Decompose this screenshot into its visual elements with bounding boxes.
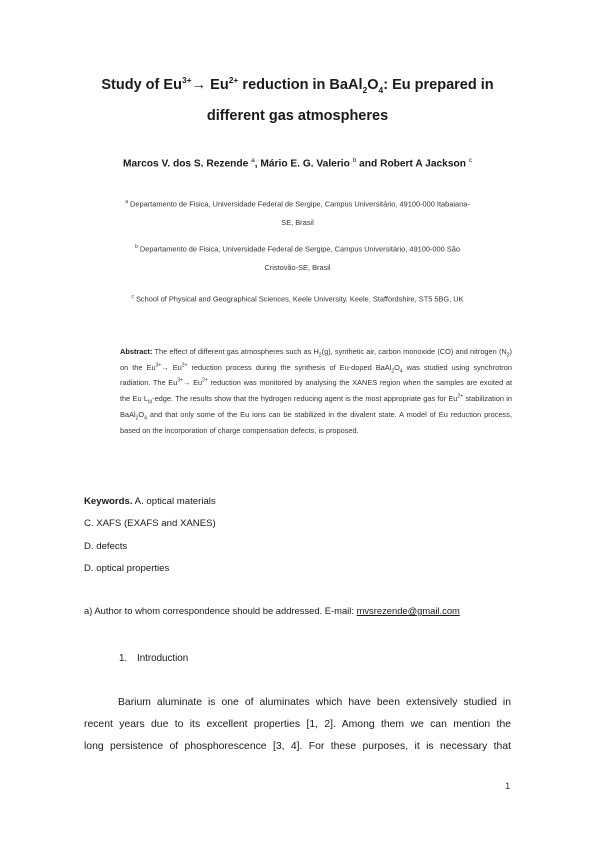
affiliation-c: $^c$ School of Physical and Geographical Sciences, Keele University, Keele, Staffordshire, ST5 5BG, UK (131, 294, 464, 304)
paper-title (80, 70, 515, 132)
section-number: 1. (119, 653, 128, 664)
keywords-line (84, 496, 216, 507)
page-number: 1 (505, 781, 511, 792)
keyword-item: C. XAFS (EXAFS and XANES) (84, 518, 216, 529)
email-link[interactable]: mvsrezende@gmail.com (356, 605, 460, 616)
body-text-line: long persistence of phosphorescence [3, 4]. For these purposes, it is necessary that (84, 741, 511, 752)
abstract: Abstract: The effect of different gas atmospheres such as $H_2(g)$, synthetic air, carbon monoxide (CO) and nitrogen $(N_2)$ on the $Eu^{3+}\to Eu^{2+}$ reduction process during the synthesis of Eu-doped $BaAl_2O_4$ was studied using synchrotron radiation. The $Eu^{3+}\to Eu^{2+}$ reduction was monitored by analysing the XANES region when the samples are excited at the Eu $L_{III}$-edge. The results show that the hydrogen reducing agent is the most appropriate gas for $Eu^{2+}$ stabilization in $BaAl_2O_4$ and that only some of the Eu ions can be stabilized in the divalent state. A model of Eu reduction process, based on the incorporation of charge compensation defects, is proposed. (120, 347, 513, 435)
keyword-item: A. optical materials (134, 496, 216, 507)
keyword-item: D. optical properties (84, 563, 170, 574)
section-title: Introduction (137, 653, 189, 664)
author-list: Marcos V. dos S. Rezende $^a$, Mário E. G. Valerio $^b$ and Robert A Jackson $^c$ (122, 157, 473, 170)
correspondence-note: a) Author to whom correspondence should be addressed. E-mail: mvsrezende@gmail.com (84, 605, 460, 616)
abstract-label: Abstract: (120, 347, 153, 356)
affiliation-b: $^b$ Departamento de Fisica, Universidade Federal de Sergipe, Campus Universitário, 49100-000 São Cristovão-SE, Brasil (135, 244, 460, 272)
section-heading (119, 653, 188, 664)
keywords-label: Keywords. (84, 496, 133, 507)
title-line-1: Study of $Eu^{3+}\to Eu^{2+}$ reduction in $BaAl_2O_4$: Eu prepared in (101, 75, 494, 95)
body-text-line: Barium aluminate is one of aluminates which have been extensively studied in (118, 697, 511, 708)
keyword-item: D. defects (84, 541, 128, 552)
body-text-line: recent years due to its excellent properties [1, 2]. Among them we can mention the (84, 719, 511, 730)
title-line-2: different gas atmospheres (206, 108, 389, 124)
affiliation-a: $^a$ Departamento de Fisica, Universidade Federal de Sergipe, Campus Universitário, 49100-000 Itabaiana- SE, Brasil (125, 199, 470, 227)
